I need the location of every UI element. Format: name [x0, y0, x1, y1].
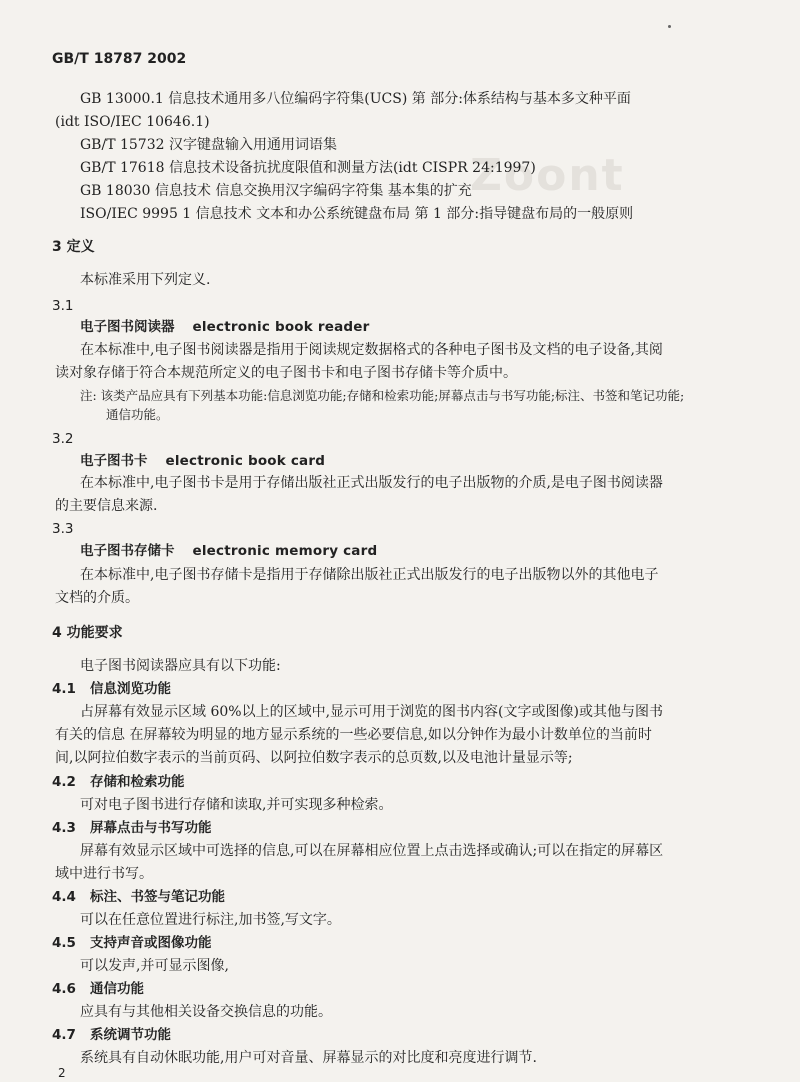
term-english: electronic memory card: [192, 543, 378, 559]
body-text: 在本标准中,电子图书阅读器是指用于阅读规定数据格式的各种电子图书及文档的电子设备,其阅: [80, 342, 663, 358]
clause-title: 信息浏览功能: [90, 681, 172, 697]
clause-title: 屏幕点击与书写功能: [90, 820, 212, 836]
clause-title: 通信功能: [90, 981, 145, 997]
clause-number: 3.2: [52, 431, 74, 447]
body-text: 在本标准中,电子图书存储卡是指用于存储除出版社正式出版发行的电子出版物以外的其他电子: [80, 567, 659, 583]
body-text: 读对象存储于符合本规范所定义的电子图书卡和电子图书存储卡等介质中。: [55, 365, 517, 381]
clause-heading: [52, 680, 171, 698]
note-text: 通信功能。: [106, 407, 169, 422]
standard-number-header: GB/T 18787 2002: [52, 51, 187, 67]
clause-title: 存储和检索功能: [90, 774, 185, 790]
clause-number: 4.6: [52, 981, 76, 997]
term-chinese: 电子图书存储卡: [80, 543, 175, 559]
clause-number: 4.7: [52, 1027, 76, 1043]
body-text: 文档的介质。: [55, 590, 139, 606]
body-text: 可以发声,并可显示图像,: [80, 958, 229, 974]
clause-number: 3.3: [52, 521, 74, 537]
reference-line: (idt ISO/IEC 10646.1): [55, 114, 210, 130]
body-text: 有关的信息 在屏幕较为明显的地方显示系统的一些必要信息,如以分钟作为最小计数单位的当前时: [55, 727, 652, 743]
clause-number: 4.5: [52, 935, 76, 951]
clause-title: 支持声音或图像功能: [90, 935, 212, 951]
clause-heading: [52, 934, 212, 952]
term-definition-heading: [80, 318, 369, 336]
section-intro: 本标准采用下列定义.: [80, 272, 211, 288]
body-text: 占屏幕有效显示区域 60%以上的区域中,显示可用于浏览的图书内容(文字或图像)或其他与图书: [80, 704, 663, 720]
section-heading: 3 定义: [52, 239, 95, 255]
body-text: 系统具有自动休眠功能,用户可对音量、屏幕显示的对比度和亮度进行调节.: [80, 1050, 537, 1066]
reference-line: GB 13000.1 信息技术通用多八位编码字符集(UCS) 第 部分:体系结构与基本多文种平面: [80, 91, 631, 107]
body-text: 可对电子图书进行存储和读取,并可实现多种检索。: [80, 797, 393, 813]
note-text: 注: 该类产品应具有下列基本功能:信息浏览功能;存储和检索功能;屏幕点击与书写功能;标注、书签和笔记功能;: [80, 388, 685, 403]
section-intro: 电子图书阅读器应具有以下功能:: [80, 658, 281, 674]
body-text: 应具有与其他相关设备交换信息的功能。: [80, 1004, 332, 1020]
watermark: Zoont: [470, 150, 625, 201]
scan-speck: [668, 25, 671, 28]
clause-number: 4.3: [52, 820, 76, 836]
clause-number: 3.1: [52, 298, 74, 314]
clause-number: 4.4: [52, 889, 76, 905]
clause-title: 标注、书签与笔记功能: [90, 889, 226, 905]
body-text: 的主要信息来源.: [55, 498, 158, 514]
term-english: electronic book card: [165, 453, 326, 469]
section-heading: 4 功能要求: [52, 625, 123, 641]
clause-heading: [52, 1026, 171, 1044]
body-text: 屏幕有效显示区域中可选择的信息,可以在屏幕相应位置上点击选择或确认;可以在指定的屏幕区: [80, 843, 664, 859]
reference-line: GB/T 17618 信息技术设备抗扰度限值和测量方法(idt CISPR 24:1997): [80, 160, 536, 176]
clause-number: 4.1: [52, 681, 76, 697]
term-chinese: 电子图书卡: [80, 453, 148, 469]
body-text: 可以在任意位置进行标注,加书签,写文字。: [80, 912, 341, 928]
reference-line: GB/T 15732 汉字键盘输入用通用词语集: [80, 137, 337, 153]
reference-line: GB 18030 信息技术 信息交换用汉字编码字符集 基本集的扩充: [80, 183, 472, 199]
clause-title: 系统调节功能: [90, 1027, 172, 1043]
body-text: 间,以阿拉伯数字表示的当前页码、以阿拉伯数字表示的总页数,以及电池计量显示等;: [55, 750, 573, 766]
body-text: 在本标准中,电子图书卡是用于存储出版社正式出版发行的电子出版物的介质,是电子图书阅读器: [80, 475, 663, 491]
term-definition-heading: [80, 542, 377, 560]
clause-heading: [52, 888, 225, 906]
reference-line: ISO/IEC 9995 1 信息技术 文本和办公系统键盘布局 第 1 部分:指导键盘布局的一般原则: [80, 206, 634, 222]
page-number: 2: [58, 1066, 66, 1080]
clause-heading: [52, 773, 185, 791]
term-english: electronic book reader: [192, 319, 370, 335]
term-chinese: 电子图书阅读器: [80, 319, 175, 335]
clause-number: 4.2: [52, 774, 76, 790]
body-text: 域中进行书写。: [55, 866, 153, 882]
clause-heading: [52, 819, 212, 837]
clause-heading: [52, 980, 144, 998]
term-definition-heading: [80, 452, 325, 470]
